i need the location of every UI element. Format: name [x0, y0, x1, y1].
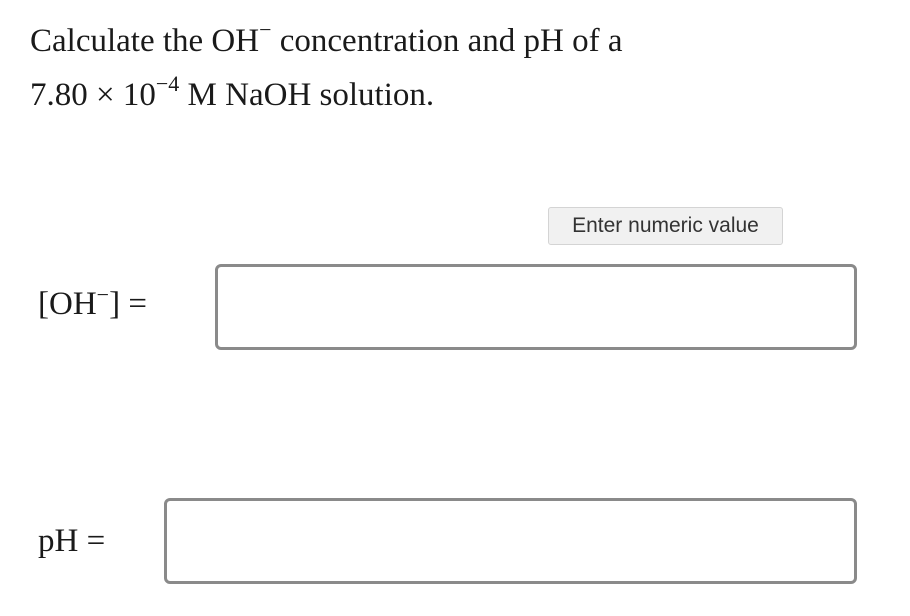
question-text — [30, 14, 890, 122]
question-line1-suffix: concentration and pH of a — [271, 23, 623, 59]
hydroxide-label-charge: − — [96, 282, 110, 307]
question-line1-charge: − — [259, 17, 272, 42]
question-line1-prefix: Calculate the OH — [30, 23, 260, 59]
question-line2-exponent: −4 — [155, 71, 180, 96]
numeric-value-tooltip — [548, 207, 783, 245]
tooltip-text: Enter numeric value — [572, 214, 759, 237]
ph-label-text: pH = — [38, 523, 106, 559]
hydroxide-label-suffix: ] = — [109, 286, 147, 322]
ph-input[interactable] — [164, 498, 857, 584]
ph-label — [38, 521, 105, 561]
hydroxide-label-prefix: [OH — [38, 286, 97, 322]
question-line2-coefficient: 7.80 × 10 — [30, 77, 156, 113]
question-line2-suffix: M NaOH solution. — [179, 77, 435, 113]
hydroxide-label — [38, 284, 147, 324]
hydroxide-concentration-input[interactable] — [215, 264, 857, 350]
